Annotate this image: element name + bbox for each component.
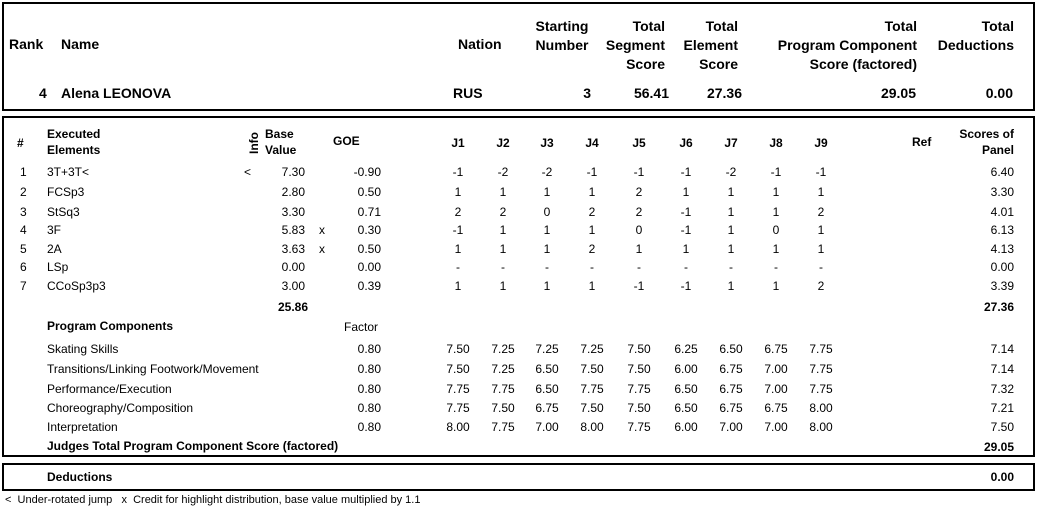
- element-goe: -0.90: [353, 165, 381, 179]
- pcs-judge-3: 7.00: [535, 420, 559, 434]
- element-judge-6: -1: [680, 205, 692, 219]
- element-name: StSq3: [47, 205, 80, 219]
- skater-tes: 27.36: [706, 85, 742, 101]
- skater-starting-number: 3: [583, 85, 591, 101]
- element-goe: 0.39: [357, 279, 381, 293]
- element-judge-5: 2: [635, 205, 643, 219]
- judge-header-2: J2: [496, 136, 510, 150]
- pcs-judge-6: 6.00: [674, 362, 698, 376]
- elements-total-base: 25.86: [277, 300, 308, 314]
- element-judge-5: 1: [635, 242, 643, 256]
- base-value-header: Base Value: [265, 127, 297, 157]
- pcs-judge-6: 6.25: [674, 342, 698, 356]
- element-judge-5: 2: [635, 185, 643, 199]
- tes-header: Total Element Score: [683, 18, 738, 72]
- element-base-value: 5.83: [281, 223, 305, 237]
- judge-header-6: J6: [679, 136, 693, 150]
- element-judge-1: 1: [454, 185, 462, 199]
- pcs-judge-6: 6.50: [674, 382, 698, 396]
- deductions-box: [2, 463, 1035, 491]
- scores-of-panel-header: Scores of Panel: [959, 127, 1014, 157]
- element-goe: 0.50: [357, 242, 381, 256]
- goe-header: GOE: [333, 134, 360, 148]
- element-judge-1: -1: [452, 165, 464, 179]
- pcs-judge-4: 7.50: [580, 401, 604, 415]
- element-goe: 0.50: [357, 185, 381, 199]
- element-judge-1: -1: [452, 223, 464, 237]
- element-judge-3: 1: [543, 279, 551, 293]
- element-judge-4: 1: [588, 223, 596, 237]
- pcs-judge-7: 6.75: [719, 401, 743, 415]
- nation-header: Nation: [458, 36, 502, 52]
- element-judge-5: -: [637, 260, 641, 274]
- pcs-judge-8: 7.00: [764, 420, 788, 434]
- element-judge-8: -: [774, 260, 778, 274]
- element-judge-3: 0: [543, 205, 551, 219]
- element-judge-6: -1: [680, 279, 692, 293]
- element-judge-1: 1: [454, 279, 462, 293]
- element-judge-2: 2: [499, 205, 507, 219]
- element-judge-9: -: [819, 260, 823, 274]
- element-judge-5: -1: [633, 279, 645, 293]
- judge-header-8: J8: [769, 136, 783, 150]
- element-number: 6: [20, 260, 27, 274]
- pcs-name: Skating Skills: [47, 342, 119, 356]
- element-judge-7: 1: [727, 242, 735, 256]
- judge-header-3: J3: [540, 136, 554, 150]
- pcs-judge-1: 7.75: [446, 401, 470, 415]
- info-header: Info: [247, 132, 261, 154]
- element-judge-6: 1: [682, 185, 690, 199]
- element-judge-4: 1: [588, 279, 596, 293]
- rank-header: Rank: [9, 36, 44, 52]
- pcs-name: Performance/Execution: [47, 382, 172, 396]
- pcs-judge-2: 7.75: [491, 420, 515, 434]
- element-judge-3: -: [545, 260, 549, 274]
- element-base-value: 0.00: [281, 260, 305, 274]
- element-panel-score: 3.30: [990, 185, 1014, 199]
- element-judge-5: 0: [635, 223, 643, 237]
- element-panel-score: 6.40: [990, 165, 1014, 179]
- elements-total-score: 27.36: [983, 300, 1014, 314]
- pcs-judge-5: 7.75: [627, 420, 651, 434]
- element-judge-7: 1: [727, 223, 735, 237]
- pcs-judge-3: 6.50: [535, 382, 559, 396]
- pcs-panel-score: 7.50: [990, 420, 1014, 434]
- element-judge-2: -: [501, 260, 505, 274]
- element-judge-9: 2: [817, 279, 825, 293]
- pcs-judge-4: 7.75: [580, 382, 604, 396]
- program-components-label: Program Components: [47, 319, 174, 333]
- pcs-judge-7: 7.00: [719, 420, 743, 434]
- element-base-value: 3.63: [281, 242, 305, 256]
- deductions-value: 0.00: [990, 470, 1014, 484]
- element-judge-6: 1: [682, 242, 690, 256]
- element-number: 4: [20, 223, 27, 237]
- pcs-factor: 0.80: [357, 382, 381, 396]
- element-judge-9: 2: [817, 205, 825, 219]
- element-panel-score: 4.01: [990, 205, 1014, 219]
- pcs-judge-8: 7.00: [764, 382, 788, 396]
- pcs-name: Choreography/Composition: [47, 401, 194, 415]
- element-judge-9: -1: [815, 165, 827, 179]
- pcs-panel-score: 7.21: [990, 401, 1014, 415]
- element-judge-9: 1: [817, 185, 825, 199]
- element-judge-2: 1: [499, 185, 507, 199]
- skater-tss: 56.41: [633, 85, 669, 101]
- pcs-judge-7: 6.75: [719, 382, 743, 396]
- element-goe: 0.00: [357, 260, 381, 274]
- pcs-judge-8: 7.00: [764, 362, 788, 376]
- element-panel-score: 6.13: [990, 223, 1014, 237]
- element-judge-3: 1: [543, 242, 551, 256]
- pcs-judge-1: 7.50: [446, 362, 470, 376]
- pcs-total: 29.05: [983, 440, 1014, 454]
- pcs-judge-3: 7.25: [535, 342, 559, 356]
- pcs-judge-9: 7.75: [809, 362, 833, 376]
- pcs-judge-7: 6.50: [719, 342, 743, 356]
- deductions-label: Deductions: [47, 470, 113, 484]
- element-number: 1: [20, 165, 27, 179]
- element-judge-2: 1: [499, 223, 507, 237]
- element-judge-4: 2: [588, 242, 596, 256]
- element-judge-8: 1: [772, 242, 780, 256]
- element-judge-7: -2: [725, 165, 737, 179]
- skater-name: Alena LEONOVA: [61, 85, 172, 101]
- element-judge-9: 1: [817, 223, 825, 237]
- element-number: 7: [20, 279, 27, 293]
- factor-label: Factor: [344, 320, 379, 334]
- element-judge-4: 1: [588, 185, 596, 199]
- pcs-judge-4: 8.00: [580, 420, 604, 434]
- element-number: 5: [20, 242, 27, 256]
- starting-number-header: Starting Number: [535, 18, 589, 53]
- element-judge-6: -1: [680, 165, 692, 179]
- element-number: 3: [20, 205, 27, 219]
- element-judge-6: -: [684, 260, 688, 274]
- element-judge-2: -2: [497, 165, 509, 179]
- judge-header-7: J7: [724, 136, 738, 150]
- element-panel-score: 0.00: [990, 260, 1014, 274]
- element-judge-7: 1: [727, 279, 735, 293]
- element-name: 3T+3T<: [47, 165, 90, 179]
- pcs-judge-6: 6.00: [674, 420, 698, 434]
- element-judge-3: 1: [543, 185, 551, 199]
- name-header: Name: [61, 36, 100, 52]
- num-header: #: [17, 136, 24, 150]
- tss-header: Total Segment Score: [605, 18, 665, 72]
- element-judge-8: 1: [772, 205, 780, 219]
- pcs-judge-9: 8.00: [809, 420, 833, 434]
- pcs-name: Transitions/Linking Footwork/Movement: [47, 362, 259, 376]
- pcs-judge-4: 7.25: [580, 342, 604, 356]
- element-judge-7: -: [729, 260, 733, 274]
- element-number: 2: [20, 185, 27, 199]
- ded-header: Total Deductions: [937, 18, 1014, 53]
- element-panel-score: 4.13: [990, 242, 1014, 256]
- executed-elements-header: Executed Elements: [47, 127, 101, 157]
- pcs-judge-9: 7.75: [809, 382, 833, 396]
- pcs-judge-4: 7.50: [580, 362, 604, 376]
- pcs-judge-1: 8.00: [446, 420, 470, 434]
- element-base-value: 2.80: [281, 185, 305, 199]
- element-goe: 0.71: [357, 205, 381, 219]
- element-x-mark: x: [319, 242, 325, 256]
- pcs-judge-3: 6.50: [535, 362, 559, 376]
- element-judge-7: 1: [727, 185, 735, 199]
- judge-header-5: J5: [632, 136, 646, 150]
- pcs-judge-3: 6.75: [535, 401, 559, 415]
- element-name: LSp: [47, 260, 69, 274]
- pcs-judge-9: 7.75: [809, 342, 833, 356]
- pcs-name: Interpretation: [47, 420, 118, 434]
- pcs-factor: 0.80: [357, 362, 381, 376]
- pcs-judge-8: 6.75: [764, 401, 788, 415]
- element-judge-2: 1: [499, 242, 507, 256]
- pcs-judge-5: 7.50: [627, 362, 651, 376]
- element-judge-3: -2: [541, 165, 553, 179]
- element-judge-1: 1: [454, 242, 462, 256]
- element-judge-7: 1: [727, 205, 735, 219]
- pcs-judge-2: 7.25: [491, 342, 515, 356]
- skater-rank: 4: [39, 85, 47, 101]
- pcs-judge-2: 7.50: [491, 401, 515, 415]
- pcs-factor: 0.80: [357, 420, 381, 434]
- pcs-judge-1: 7.75: [446, 382, 470, 396]
- element-goe: 0.30: [357, 223, 381, 237]
- pcs-judge-2: 7.75: [491, 382, 515, 396]
- element-name: 3F: [47, 223, 62, 237]
- element-judge-2: 1: [499, 279, 507, 293]
- element-judge-8: 1: [772, 279, 780, 293]
- pcs-judge-5: 7.75: [627, 382, 651, 396]
- pcs-panel-score: 7.14: [990, 342, 1014, 356]
- pcs-judge-8: 6.75: [764, 342, 788, 356]
- pcs-judge-5: 7.50: [627, 342, 651, 356]
- judge-header-9: J9: [814, 136, 828, 150]
- element-judge-3: 1: [543, 223, 551, 237]
- element-base-value: 7.30: [281, 165, 305, 179]
- pcs-factor: 0.80: [357, 342, 381, 356]
- element-judge-8: -1: [770, 165, 782, 179]
- element-judge-1: 2: [454, 205, 462, 219]
- ref-header: Ref: [912, 135, 932, 149]
- pcs-panel-score: 7.14: [990, 362, 1014, 376]
- pcs-judge-6: 6.50: [674, 401, 698, 415]
- pcs-judge-2: 7.25: [491, 362, 515, 376]
- element-base-value: 3.00: [281, 279, 305, 293]
- element-base-value: 3.30: [281, 205, 305, 219]
- pcs-judge-1: 7.50: [446, 342, 470, 356]
- footnote: < Under-rotated jump x Credit for highlight distribution, base value multiplied by 1.1: [5, 494, 421, 506]
- element-judge-6: -1: [680, 223, 692, 237]
- element-judge-4: -: [590, 260, 594, 274]
- element-name: 2A: [47, 242, 62, 256]
- element-judge-9: 1: [817, 242, 825, 256]
- element-judge-8: 1: [772, 185, 780, 199]
- skater-nation: RUS: [453, 85, 483, 101]
- element-name: FCSp3: [47, 185, 85, 199]
- element-judge-5: -1: [633, 165, 645, 179]
- skater-pcs: 29.05: [880, 85, 916, 101]
- element-judge-4: 2: [588, 205, 596, 219]
- judge-header-1: J1: [451, 136, 465, 150]
- pcs-panel-score: 7.32: [990, 382, 1014, 396]
- pcs-judge-9: 8.00: [809, 401, 833, 415]
- element-judge-1: -: [456, 260, 460, 274]
- element-judge-8: 0: [772, 223, 780, 237]
- pcs-header: Total Program Component Score (factored): [777, 18, 917, 72]
- pcs-judge-5: 7.50: [627, 401, 651, 415]
- element-info: <: [244, 165, 252, 179]
- element-x-mark: x: [319, 223, 325, 237]
- pcs-total-label: Judges Total Program Component Score (factored): [47, 439, 339, 453]
- element-name: CCoSp3p3: [47, 279, 106, 293]
- element-judge-4: -1: [586, 165, 598, 179]
- judge-header-4: J4: [585, 136, 599, 150]
- pcs-factor: 0.80: [357, 401, 381, 415]
- pcs-judge-7: 6.75: [719, 362, 743, 376]
- skater-deductions: 0.00: [985, 85, 1013, 101]
- element-panel-score: 3.39: [990, 279, 1014, 293]
